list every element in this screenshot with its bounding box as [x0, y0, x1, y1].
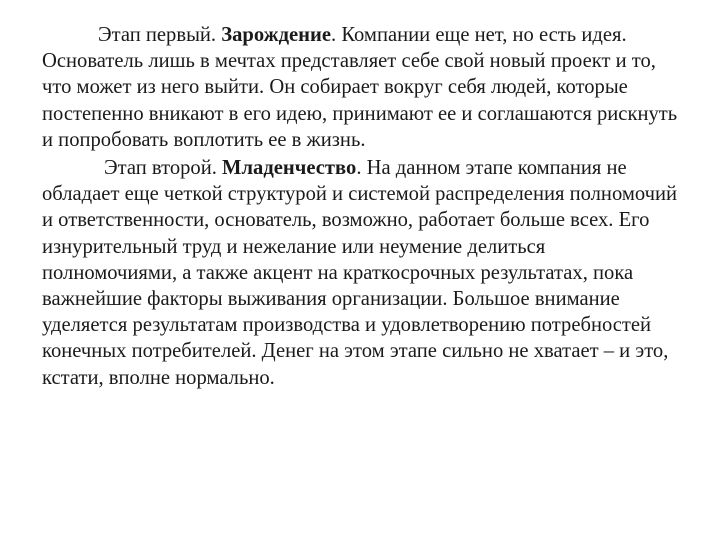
stage-name-bold: Младенчество: [222, 157, 357, 180]
paragraph-lead: Этап второй.: [104, 157, 223, 180]
document-body: [42, 22, 682, 391]
paragraph-lead: Этап первый.: [98, 24, 222, 46]
paragraph-text: . Компании еще нет, но есть идея. Основатель лишь в мечтах представляет себе свой новый проект и то, что может из него выйти. Он собирает вокруг себя людей, которые постепенно вникают в его идею, принимают ее и соглашаются рискнуть и попробовать воплотить ее в жизнь.: [42, 24, 678, 151]
paragraph-stage-two: [42, 155, 682, 391]
paragraph-text: . На данном этапе компания не обладает еще четкой структурой и системой распределения полномочий и ответственности, основатель, возможно, работает больше всех. Его изнурительный труд и нежелание или неумение делиться полномочиями, а также акцент на краткосрочных результатах, пока важнейшие факторы выживания организации. Большое внимание уделяется результатам производства и удовлетворению потребностей конечных потребителей. Денег на этом этапе сильно не хватает – и это, кстати, вполне нормально.: [42, 157, 678, 389]
paragraph-stage-one: [42, 22, 682, 153]
stage-name-bold: Зарождение: [221, 24, 332, 46]
